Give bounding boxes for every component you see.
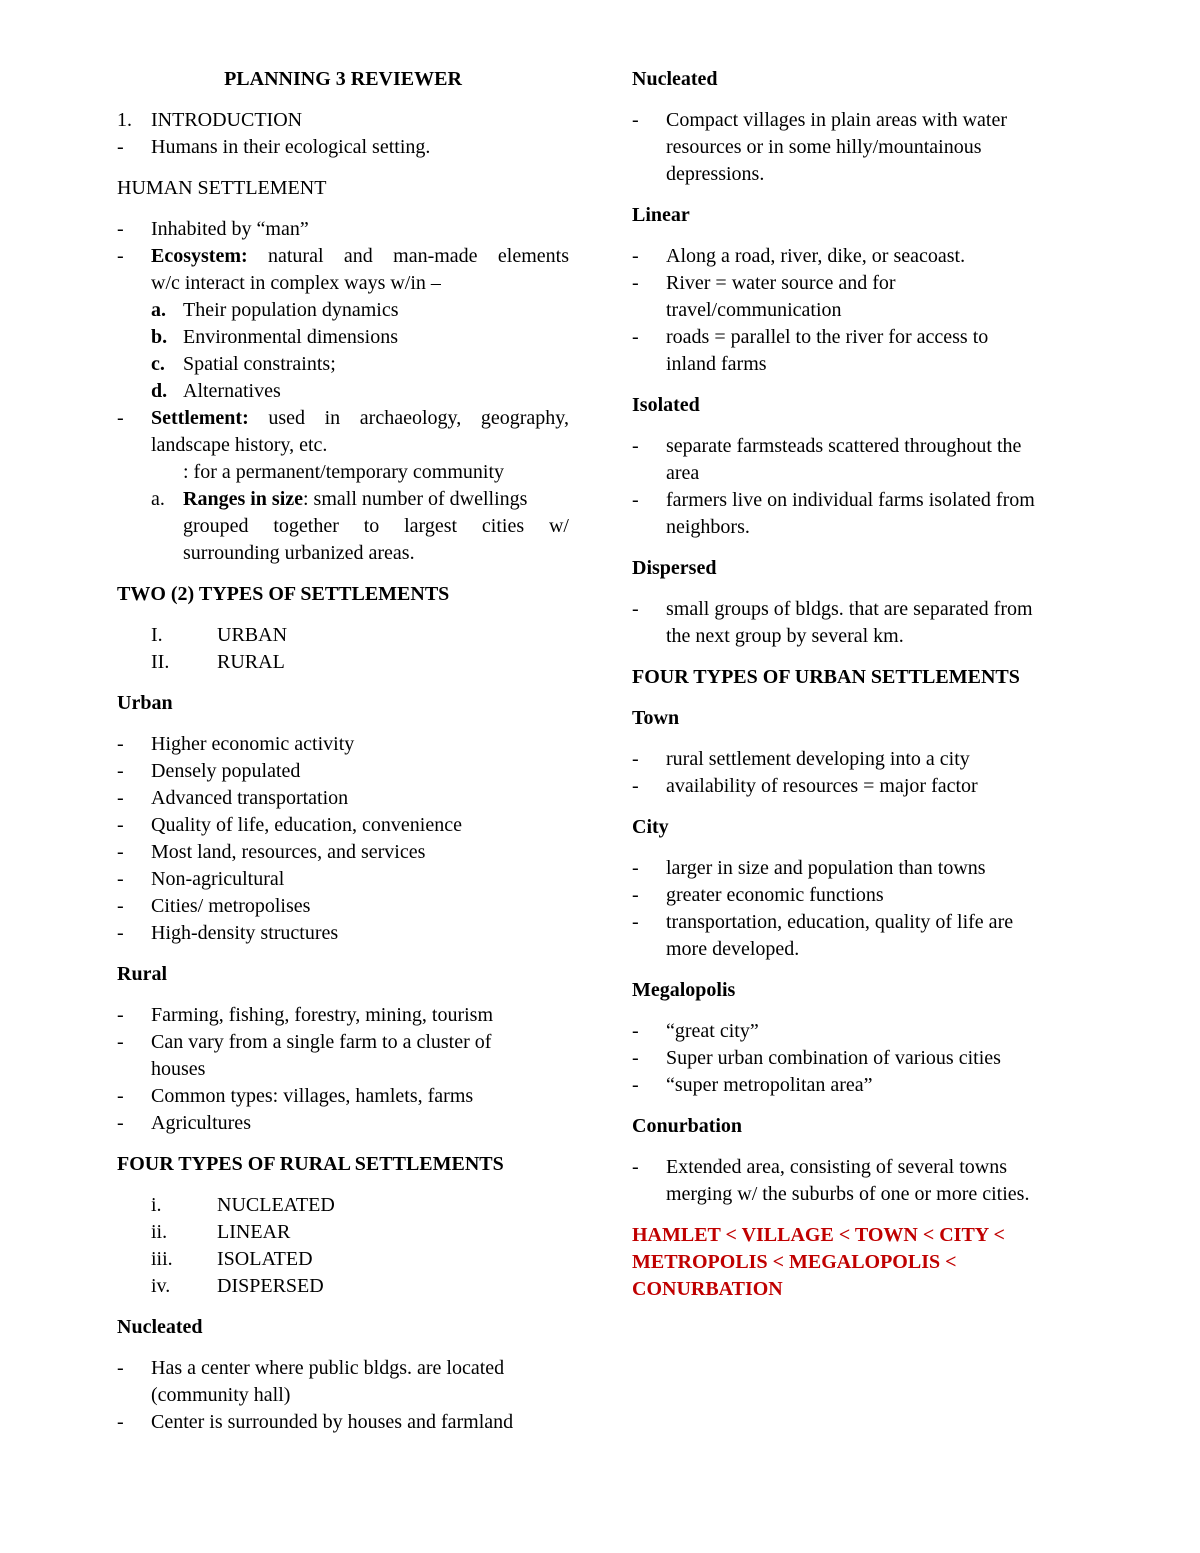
urban-item: - Higher economic activity: [117, 731, 569, 758]
roman-label: II.: [151, 651, 170, 673]
sub-label: a.: [151, 299, 166, 321]
town-item: - rural settlement developing into a city: [632, 746, 1084, 773]
roman-text: NUCLEATED: [217, 1194, 335, 1216]
two-types-heading: TWO (2) TYPES OF SETTLEMENTS: [117, 583, 450, 605]
conurbation-heading: Conurbation: [632, 1115, 743, 1137]
megalopolis-heading: Megalopolis: [632, 979, 736, 1001]
settlement-word: used: [268, 407, 306, 429]
four-urban-heading: FOUR TYPES OF URBAN SETTLEMENTS: [632, 666, 1020, 688]
settlement-word: geography,: [480, 407, 569, 429]
city-item-continued: more developed.: [666, 938, 800, 960]
rural-item-continued: houses: [151, 1058, 206, 1080]
urban-item: - Quality of life, education, convenience: [117, 812, 569, 839]
city-item: - greater economic functions: [632, 882, 1084, 909]
urban-item: - Densely populated: [117, 758, 569, 785]
settlement-note: : for a permanent/temporary community: [183, 461, 505, 483]
ecosystem-word: natural: [268, 245, 324, 267]
sub-label: b.: [151, 326, 168, 348]
roman-text: URBAN: [217, 624, 288, 646]
two-types-item: [117, 622, 569, 649]
isolated-item: - separate farmsteads scattered throughout the: [632, 433, 1084, 460]
sub-text: Alternatives: [183, 380, 281, 402]
ranges-word: w/: [548, 515, 569, 537]
nucleated-desc-continued: depressions.: [666, 163, 765, 185]
settlement-line-2: landscape history, etc.: [151, 434, 328, 456]
roman-label: I.: [151, 624, 163, 646]
sub-label: d.: [151, 380, 168, 402]
dispersed-heading: Dispersed: [632, 557, 717, 579]
linear-item: - River = water source and for: [632, 270, 1084, 297]
sub-text: Environmental dimensions: [183, 326, 398, 348]
urban-item: - Cities/ metropolises: [117, 893, 569, 920]
ecosystem-term: Ecosystem:: [151, 245, 248, 267]
dispersed-item: - small groups of bldgs. that are separated from: [632, 596, 1084, 623]
nucleated-item: - Has a center where public bldgs. are located: [117, 1355, 569, 1382]
dispersed-item-continued: the next group by several km.: [666, 625, 904, 647]
megalopolis-item: - “great city”: [632, 1018, 1084, 1045]
ranges-label: a.: [151, 488, 165, 510]
nucleated-right-heading: Nucleated: [632, 68, 718, 90]
ecosystem-word: man-made: [393, 245, 478, 267]
isolated-item-continued: area: [666, 462, 700, 484]
linear-item-continued: travel/communication: [666, 299, 842, 321]
rural-item: - Common types: villages, hamlets, farms: [117, 1083, 569, 1110]
roman-text: ISOLATED: [217, 1248, 313, 1270]
rural-heading: Rural: [117, 963, 167, 985]
isolated-item-continued: neighbors.: [666, 516, 750, 538]
settlement-item: [117, 405, 569, 432]
rural-item: - Farming, fishing, forestry, mining, tourism: [117, 1002, 569, 1029]
roman-text: DISPERSED: [217, 1275, 324, 1297]
ecosystem-word: and: [343, 245, 373, 267]
linear-heading: Linear: [632, 204, 690, 226]
four-rural-item: [117, 1273, 569, 1300]
settlement-hierarchy: CONURBATION: [632, 1278, 783, 1300]
settlement-word: in: [324, 407, 341, 429]
sub-label: c.: [151, 353, 165, 375]
settlement-term: - Settlement:: [151, 407, 249, 429]
urban-heading: Urban: [117, 692, 173, 714]
four-rural-heading: FOUR TYPES OF RURAL SETTLEMENTS: [117, 1153, 504, 1175]
ranges-word: together: [273, 515, 339, 537]
linear-item-continued: inland farms: [666, 353, 767, 375]
urban-item: - High-density structures: [117, 920, 569, 947]
isolated-item: - farmers live on individual farms isolated from: [632, 487, 1084, 514]
town-heading: Town: [632, 707, 680, 729]
roman-label: iii.: [151, 1248, 173, 1270]
megalopolis-item: - Super urban combination of various cities: [632, 1045, 1084, 1072]
intro-item: - Humans in their ecological setting.: [117, 134, 569, 161]
ranges-line-3: surrounding urbanized areas.: [183, 542, 415, 564]
linear-item: - Along a road, river, dike, or seacoast.: [632, 243, 1084, 270]
right-column: [632, 66, 1084, 1303]
human-settlement-item: - Inhabited by “man”: [117, 216, 569, 243]
roman-text: LINEAR: [217, 1221, 291, 1243]
sub-text: Their population dynamics: [183, 299, 399, 321]
urban-item: - Advanced transportation: [117, 785, 569, 812]
urban-item: - Most land, resources, and services: [117, 839, 569, 866]
left-column: [117, 66, 569, 1436]
ranges-rest: : small number of dwellings: [303, 488, 528, 510]
megalopolis-item: - “super metropolitan area”: [632, 1072, 1084, 1099]
linear-item: - roads = parallel to the river for access to: [632, 324, 1084, 351]
urban-item: - Non-agricultural: [117, 866, 569, 893]
ecosystem-sub-item: [117, 351, 569, 378]
sub-text: Spatial constraints;: [183, 353, 336, 375]
intro-number: 1.: [117, 109, 132, 131]
ecosystem-item: [117, 243, 569, 270]
ranges-word: to: [363, 515, 380, 537]
ecosystem-sub-item: [117, 324, 569, 351]
roman-label: ii.: [151, 1221, 168, 1243]
nucleated-desc-continued: resources or in some hilly/mountainous: [666, 136, 982, 158]
ranges-line-2: [117, 513, 569, 540]
settlement-hierarchy: HAMLET < VILLAGE < TOWN < CITY <: [632, 1224, 1005, 1246]
four-rural-item: [117, 1192, 569, 1219]
nucleated-item-continued: (community hall): [151, 1384, 291, 1406]
ranges-term: Ranges in size: [183, 488, 303, 510]
four-rural-item: [117, 1246, 569, 1273]
ranges-word: largest: [404, 515, 458, 537]
settlement-word: archaeology,: [359, 407, 462, 429]
settlement-hierarchy: METROPOLIS < MEGALOPOLIS <: [632, 1251, 957, 1273]
intro-heading-text: INTRODUCTION: [151, 109, 303, 131]
conurbation-item: - Extended area, consisting of several towns: [632, 1154, 1084, 1181]
ranges-word: cities: [481, 515, 525, 537]
page-title: PLANNING 3 REVIEWER: [224, 68, 462, 90]
city-item: - larger in size and population than towns: [632, 855, 1084, 882]
human-settlement-heading: HUMAN SETTLEMENT: [117, 177, 327, 199]
roman-label: iv.: [151, 1275, 171, 1297]
town-item: - availability of resources = major factor: [632, 773, 1084, 800]
nucleated-desc: - Compact villages in plain areas with water: [632, 107, 1084, 134]
ecosystem-sub-item: [117, 378, 569, 405]
isolated-heading: Isolated: [632, 394, 700, 416]
rural-item: - Agricultures: [117, 1110, 569, 1137]
city-heading: City: [632, 816, 669, 838]
four-rural-item: [117, 1219, 569, 1246]
ranges-item: [117, 486, 569, 513]
nucleated-left-heading: Nucleated: [117, 1316, 203, 1338]
conurbation-item-continued: merging w/ the suburbs of one or more cities.: [666, 1183, 1030, 1205]
two-types-item: [117, 649, 569, 676]
ranges-word: grouped: [183, 515, 249, 537]
nucleated-item: - Center is surrounded by houses and farmland: [117, 1409, 569, 1436]
roman-text: RURAL: [217, 651, 285, 673]
roman-label: i.: [151, 1194, 162, 1216]
ecosystem-sub-item: [117, 297, 569, 324]
ecosystem-word: elements: [497, 245, 569, 267]
rural-item: - Can vary from a single farm to a cluster of: [117, 1029, 569, 1056]
intro-heading: [117, 107, 569, 134]
ecosystem-line-2: w/c interact in complex ways w/in –: [151, 272, 441, 294]
city-item: - transportation, education, quality of life are: [632, 909, 1084, 936]
